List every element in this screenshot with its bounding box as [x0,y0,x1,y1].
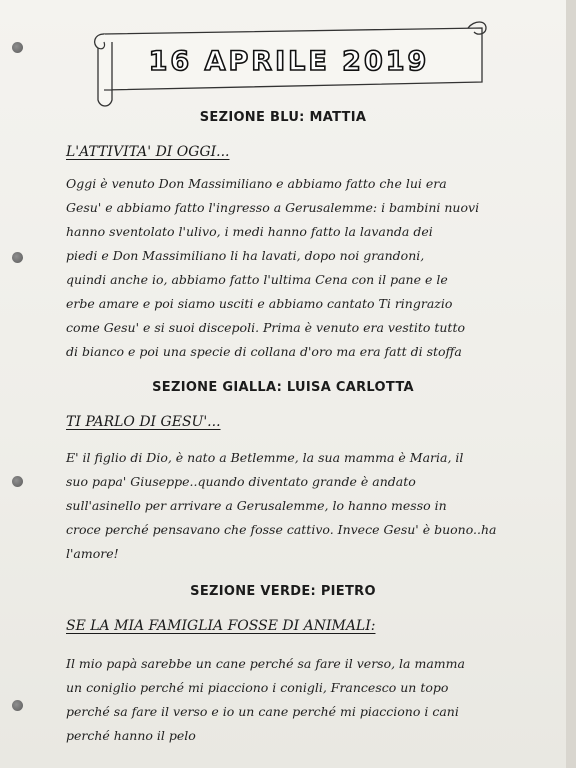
background-edge [566,0,576,768]
text-line: un coniglio perché mi piacciono i conigli, Francesco un topo [66,680,449,695]
section-title-gialla: SEZIONE GIALLA: LUISA CARLOTTA [152,380,414,395]
text-line: quindi anche io, abbiamo fatto l'ultima Cena con il pane e le [66,272,448,287]
section-title-blu: SEZIONE BLU: MATTIA [199,110,367,125]
text-line: di bianco e poi una specie di collana d'oro ma era fatt di stoffa [66,344,462,359]
binder-hole [12,252,23,263]
text-line: l'amore! [66,546,119,561]
text-line: perché hanno il pelo [66,728,196,743]
text-line: erbe amare e poi siamo usciti e abbiamo cantato Ti ringrazio [66,296,453,311]
section-subheading-blu: L'ATTIVITA' DI OGGI... [66,144,230,160]
section-subheading-verde: SE LA MIA FAMIGLIA FOSSE DI ANIMALI: [66,618,376,634]
section-title-verde: SEZIONE VERDE: PIETRO [190,584,376,599]
text-line: hanno sventolato l'ulivo, i medi hanno fatto la lavanda dei [66,224,433,239]
text-line: come Gesu' e si suoi discepoli. Prima è venuto era vestito tutto [66,320,465,335]
text-line: Oggi è venuto Don Massimiliano e abbiamo fatto che lui era [66,176,447,191]
page-title: 16 APRILE 2019 [148,46,430,77]
date-banner [90,20,488,108]
text-line: sull'asinello per arrivare a Gerusalemme, lo hanno messo in [66,498,447,513]
text-line: perché sa fare il verso e io un cane perché mi piacciono i cani [66,704,459,719]
text-line: Il mio papà sarebbe un cane perché sa fare il verso, la mamma [66,656,465,671]
text-line: croce perché pensavano che fosse cattivo. Invece Gesu' è buono..ha [66,522,497,537]
text-line: E' il figlio di Dio, è nato a Betlemme, la sua mamma è Maria, il [66,450,464,465]
text-line: piedi e Don Massimiliano li ha lavati, dopo noi grandoni, [66,248,425,263]
binder-hole [12,476,23,487]
section-subheading-gialla: TI PARLO DI GESU'... [66,414,221,430]
text-line: suo papa' Giuseppe..quando diventato grande è andato [66,474,416,489]
text-line: Gesu' e abbiamo fatto l'ingresso a Gerusalemme: i bambini nuovi [66,200,480,215]
binder-hole [12,42,23,53]
binder-hole [12,700,23,711]
